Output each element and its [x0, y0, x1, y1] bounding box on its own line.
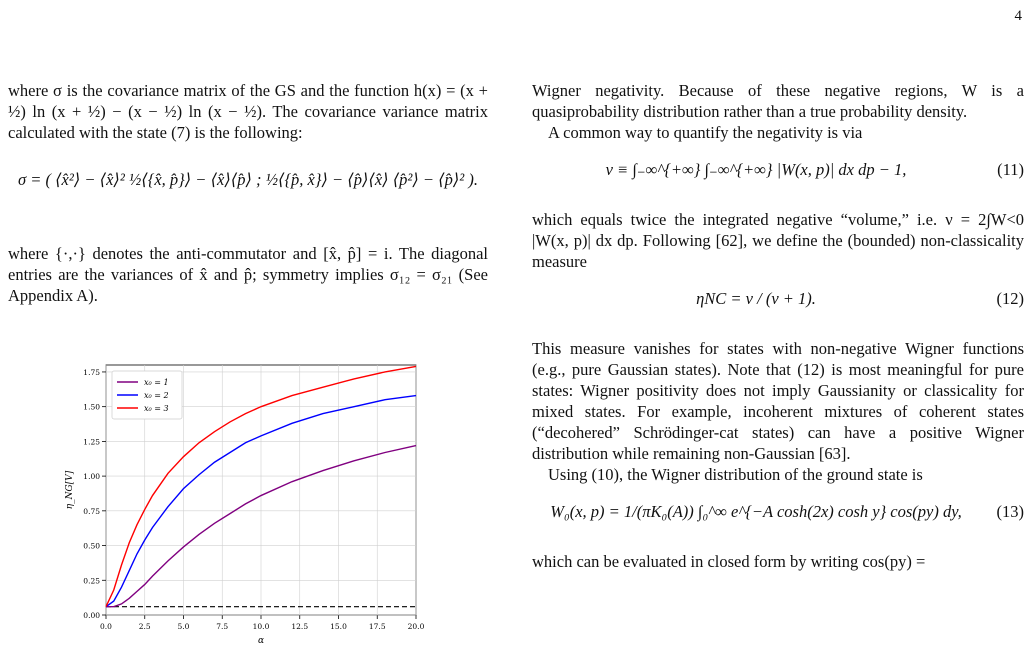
equation-covariance-matrix: σ = ( ⟨x̂²⟩ − ⟨x̂⟩² ½⟨{x̂, p̂}⟩ − ⟨x̂⟩⟨p̂⟩ ; ½⟨{p̂, x̂}⟩ − ⟨p̂⟩⟨x̂⟩ ⟨p̂²⟩ − ⟨p̂⟩² ). [17, 170, 479, 189]
paragraph-measure-vanishes: This measure vanishes for states with non-negative Wigner functions (e.g., pure Gaussian states). Note that (12) is most meaningful for pure states: Wigner positivity does not imply Gaussianity or classicality for mixed states. For example, incoherent mixtures of coherent states (“decohered” Schrödinger-cat states) can have a positive Wigner distribution while remaining non-Gaussian [63]. [532, 339, 1024, 463]
chart-svg [60, 355, 430, 660]
paragraph-using-10: Using (10), the Wigner distribution of the ground state is [548, 465, 923, 484]
y-tick-label: 0.25 [83, 576, 100, 586]
x-tick-label: 10.0 [252, 622, 270, 631]
equation-11-number: (11) [997, 160, 1024, 179]
x-tick-label: 17.5 [368, 622, 386, 631]
paragraph-quantify: A common way to quantify the negativity is via [548, 123, 863, 142]
x-tick-label: 2.5 [138, 622, 151, 631]
x-tick-label: 0.0 [100, 622, 112, 631]
y-tick-label: 0.50 [83, 541, 100, 551]
paragraph-wigner-negativity: Wigner negativity. Because of these negative regions, W is a quasiprobability distribution rather than a true probability density. [532, 81, 1024, 121]
figure-eta-vs-alpha [60, 355, 430, 660]
equation-12-expr: ηNC = ν / (ν + 1). [696, 289, 816, 308]
equation-13-number: (13) [996, 502, 1024, 521]
left-column [8, 80, 488, 306]
y-tick-label: 1.50 [83, 402, 100, 412]
page-number: 4 [1014, 8, 1022, 24]
x-tick-label: 12.5 [291, 622, 309, 631]
x-tick-label: 15.0 [330, 622, 347, 631]
y-tick-label: 0.75 [83, 506, 100, 516]
equation-12 [532, 282, 1024, 328]
legend-label-2: x₀ = 2 [144, 391, 169, 400]
legend-label-1: x₀ = 1 [144, 378, 169, 387]
equation-11-expr: ν ≡ ∫₋∞^{+∞} ∫₋∞^{+∞} |W(x, p)| dx dp − 1, [605, 160, 907, 179]
x-tick-label: 5.0 [177, 622, 190, 631]
x-tick-label: 7.5 [216, 622, 229, 631]
y-tick-label: 1.25 [83, 437, 100, 447]
paragraph-volume: which equals twice the integrated negative “volume,” i.e. ν = 2∫W<0 |W(x, p)| dx dp. Following [62], we define the (bounded) non-classicality measure [532, 210, 1024, 271]
x-axis-label: α [257, 636, 265, 646]
y-tick-label: 1.75 [83, 367, 100, 377]
equation-13-expr: W₀(x, p) = 1/(πK₀(A)) ∫₀^∞ e^{−A cosh(2x) cosh y} cos(py) dy, [550, 502, 962, 521]
paragraph-covariance-intro: where σ is the covariance matrix of the GS and the function h(x) = (x + ½) ln (x + ½) − (x − ½) ln (x − ½). The covariance variance matrix calculated with the state (7) is the following: [8, 81, 488, 142]
y-tick-label: 1.00 [83, 472, 100, 482]
right-column [532, 80, 1024, 572]
equation-12-number: (12) [996, 289, 1024, 308]
x-tick-label: 20.0 [407, 622, 425, 631]
y-tick-label: 0.00 [83, 611, 100, 620]
y-axis-label: η_NG[V] [65, 470, 75, 510]
paragraph-anticommutator: where {·,·} denotes the anti-commutator and [x̂, p̂] = i. The diagonal entries are the variances of x̂ and p̂; symmetry implies σ₁₂ = σ₂₁ (See Appendix A). [8, 244, 488, 305]
equation-13 [532, 495, 1024, 541]
paragraph-closed-form: which can be evaluated in closed form by writing cos(py) = [532, 552, 926, 571]
legend-label-3: x₀ = 3 [144, 404, 169, 413]
equation-11 [532, 153, 1024, 199]
